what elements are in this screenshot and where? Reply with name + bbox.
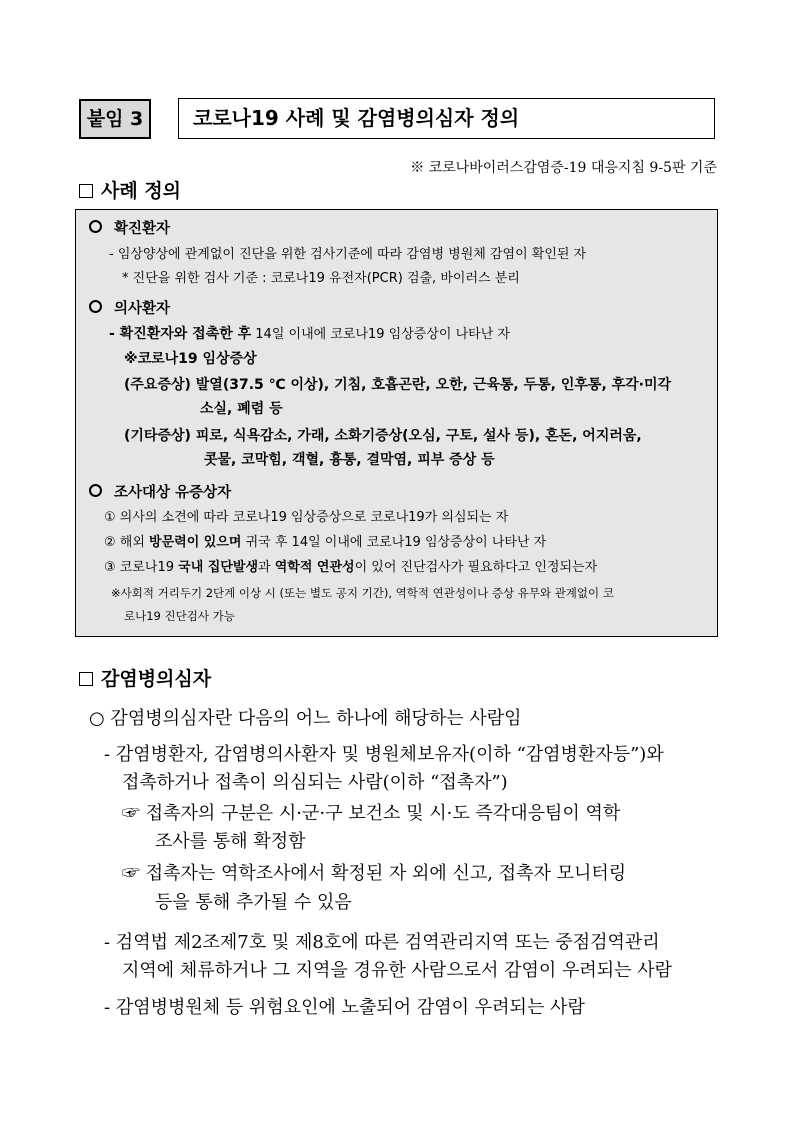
circle-bullet-icon: [89, 220, 102, 233]
other-symptoms-line2: 콧물, 코막힘, 객혈, 흉통, 결막염, 피부 증상 등: [204, 452, 495, 468]
case-section-title-text: 사례 정의: [101, 180, 182, 202]
contact-note1-line2: 조사를 통해 확정함: [155, 831, 306, 852]
circle-bullet-icon: [89, 300, 102, 313]
investigation-item-3-mid: 과: [258, 560, 275, 575]
investigation-item-2-pre: ② 해외: [104, 535, 150, 550]
investigation-item-2: [104, 533, 546, 553]
case-section-title: [79, 176, 181, 203]
symptoms-title: ※코로나19 임상증상: [124, 351, 257, 367]
circle-bullet-icon: [89, 484, 102, 497]
contact-note2-line1: ☞ 접촉자는 역학조사에서 확정된 자 외에 신고, 접촉자 모니터링: [122, 863, 627, 884]
investigation-item-3-bold1: 국내 집단발생: [178, 560, 259, 575]
confirmed-heading: [89, 219, 170, 239]
suspect-item2-line1: - 검역법 제2조제7호 및 제8호에 따른 검역관리지역 또는 중점검역관리: [104, 932, 660, 953]
suspected-definition: [109, 324, 510, 345]
suspected-definition-bold: - 확진환자와 접촉한 후: [109, 326, 252, 342]
suspect-item1-line1: - 감염병환자, 감염병의사환자 및 병원체보유자(이하 “감염병환자등”)와: [104, 744, 664, 765]
investigation-item-3: [104, 558, 597, 578]
suspect-item2-line2: 지역에 체류하거나 그 지역을 경유한 사람으로서 감염이 우려되는 사람: [122, 960, 673, 981]
investigation-item-2-bold: 방문력이 있으며: [149, 535, 242, 550]
suspect-item3-line1: - 감염병병원체 등 위험요인에 노출되어 감염이 우려되는 사람: [104, 997, 585, 1018]
checkbox-square-icon: [79, 672, 93, 686]
suspect-section-title: [79, 664, 211, 691]
investigation-heading: [89, 483, 231, 503]
main-symptoms-line2: 소실, 폐렴 등: [200, 401, 283, 417]
suspect-intro: ○ 감염병의심자란 다음의 어느 하나에 해당하는 사람임: [89, 708, 522, 729]
confirmed-heading-text: 확진환자: [114, 221, 171, 237]
attachment-tag: 붙임 3: [79, 99, 151, 139]
investigation-item-3-post: 이 있어 진단검사가 필요하다고 인정되는자: [354, 560, 598, 575]
contact-note1-line1: ☞ 접촉자의 구분은 시·군·구 보건소 및 시·도 즉각대응팀이 역학: [122, 803, 621, 824]
other-symptoms-line1: (기타증상) 피로, 식욕감소, 가래, 소화기증상(오심, 구토, 설사 등), 혼돈, 어지러움,: [124, 428, 642, 444]
suspect-section-title-text: 감염병의심자: [101, 668, 212, 690]
investigation-item-3-pre: ③ 코로나19: [104, 560, 179, 575]
investigation-heading-text: 조사대상 유증상자: [114, 485, 232, 501]
investigation-note-line2: 로나19 진단검사 가능: [124, 609, 235, 623]
suspect-item1-line2: 접촉하거나 접촉이 의심되는 사람(이하 “접촉자”): [122, 772, 508, 793]
investigation-item-2-post: 귀국 후 14일 이내에 코로나19 임상증상이 나타난 자: [241, 535, 547, 550]
investigation-item-1: ① 의사의 소견에 따라 코로나19 임상증상으로 코로나19가 의심되는 자: [104, 510, 509, 525]
checkbox-square-icon: [79, 184, 93, 198]
contact-note2-line2: 등을 통해 추가될 수 있음: [155, 892, 352, 913]
suspected-heading-text: 의사환자: [114, 301, 171, 317]
page-title: 코로나19 사례 및 감염병의심자 정의: [178, 98, 715, 139]
reference-note: ※ 코로나바이러스감염증-19 대응지침 9-5판 기준: [410, 160, 717, 176]
confirmed-definition: - 임상양상에 관계없이 진단을 위한 검사기준에 따라 감염병 병원체 감염이 확인된 자: [109, 247, 587, 262]
confirmed-test-note: * 진단을 위한 검사 기준 : 코로나19 유전자(PCR) 검출, 바이러스 분리: [122, 271, 520, 286]
investigation-note-line1: ※사회적 거리두기 2단계 이상 시 (또는 별도 공지 기간), 역학적 연관성이나 증상 유무와 관계없이 코: [111, 586, 614, 600]
suspected-definition-rest: 14일 이내에 코로나19 임상증상이 나타난 자: [251, 327, 510, 342]
investigation-item-3-bold2: 역학적 연관성: [274, 560, 355, 575]
suspected-heading: [89, 299, 170, 319]
main-symptoms-line1: (주요증상) 발열(37.5 ℃ 이상), 기침, 호흡곤란, 오한, 근육통, 두통, 인후통, 후각·미각: [124, 377, 672, 393]
